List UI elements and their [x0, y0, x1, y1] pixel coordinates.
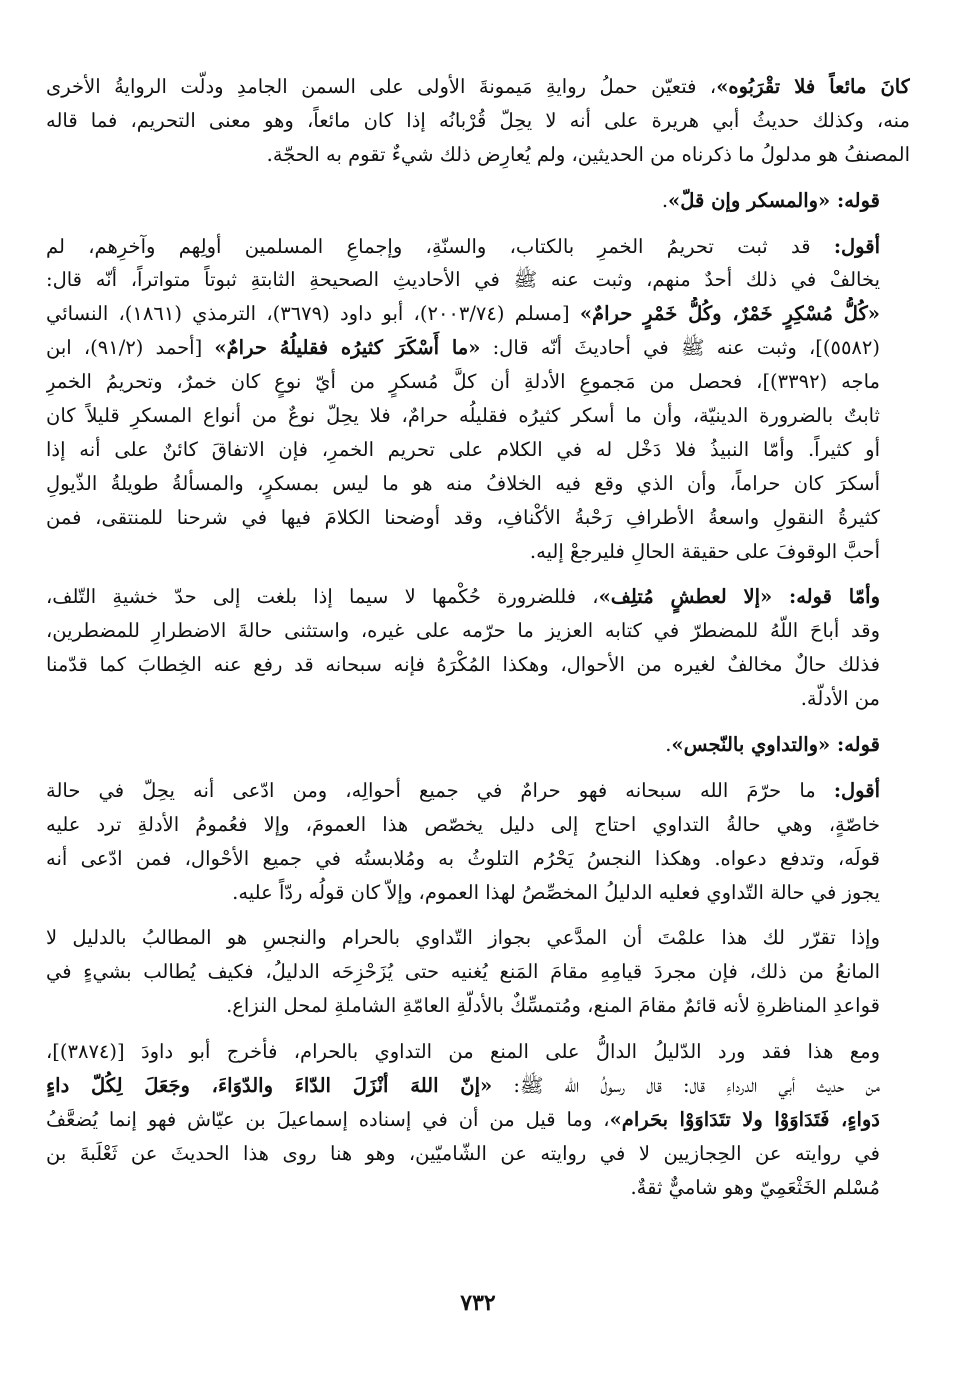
text-segment: كانَ مائعاً فلا تقْرَبُوه»: [716, 75, 910, 98]
text-line: [46, 1069, 910, 1103]
text-segment: وقد أباحَ اللّهُ للمضطرّ في كتابه العزيز ما حرّمه على غيره، واستثنى حالةَ الاضطرارِ للمضطرين،: [46, 619, 880, 643]
text-segment: ، فتعيّن حملُ روايةِ مَيمونةَ الأولى على السمن الجامدِ ودلّت الروايةُ الأخرى: [46, 75, 717, 98]
text-segment: أقول:: [833, 778, 880, 802]
paragraph-6: [46, 774, 910, 910]
text-line: [46, 433, 910, 467]
text-segment: خاصّةٍ، وهي حالةُ التداوي احتاج إلى دليل يخصّص هذا العمومَ، وإلا فعُمومُ الأدلةِ ترد عليه: [46, 812, 880, 836]
text-segment: وأمّا قوله: «إلا لعطشٍ مُتلِف»: [598, 585, 880, 609]
text-line: [46, 104, 910, 138]
text-line: [46, 365, 910, 399]
text-line: [46, 297, 910, 331]
text-line: [46, 501, 910, 535]
text-segment: أحبَّ الوقوفَ على حقيقة الحالِ فليرجعْ إليه.: [529, 539, 880, 563]
text-line: [46, 955, 910, 989]
text-segment: ومع هذا فقد ورد الدّليلُ الدالُّ على المنع من التداوي بالحرام، فأخرج أبو داودَ [(٣٨٧٤)]،: [46, 1040, 880, 1064]
text-segment: «إنّ اللهَ أنْزَلَ الدّاءَ والدّوَاءَ، وجَعَلَ لِكُلّ داءٍ: [46, 1074, 493, 1098]
text-line: [46, 876, 910, 910]
text-segment: ثابتٌ بالضرورة الدينيّة، وأن ما أسكر كثيرُه فقليلُه حرامٌ، فلا يحِلّ نوعٌ من أنواع المسكرِ قليلاً كان: [46, 404, 880, 428]
text-segment: [أحمد (٩١/٢)، ابن: [46, 336, 215, 360]
text-segment: المانعُ من ذلك، فإن مجردَ قيامِهِ مقامَ المَنع يُغنيه حتى يُزَحْزِحَه الدليلُ، فكيف يُطالب بشيءٍ في: [46, 960, 880, 984]
text-line: [46, 331, 910, 365]
text-segment: ، وما قيل من أن في إسناده إسماعيلَ بن عيّاش فهو إنما يُضعَّفُ: [46, 1107, 610, 1131]
text-segment: ، فللضرورة حُكْمها لا سيما إذا بلغت إلى حدّ خشيةِ التّلف،: [46, 585, 599, 609]
text-segment: [مسلم (٢٠٠٣/٧٤)، أبو داود (٣٦٧٩)، الترمذي (١٨٦١)، النسائي: [46, 302, 580, 326]
text-segment: «كُلُّ مُسْكِرٍ خَمْرٌ، وكُلُّ خَمْرٍ حرامٌ»: [579, 302, 880, 326]
paragraph-8: [46, 1035, 910, 1204]
text-segment: منه، وكذلك حديثُ أبي هريرة على أنه لا يحِلّ قُرْبانُه إذا كان مائعاً، وهو معنى التحريم، فما قاله: [46, 108, 910, 132]
text-segment: «ما أَسْكَرَ كثيرُه فقليلُهُ حرامٌ»: [214, 336, 481, 360]
text-line: [46, 263, 910, 297]
text-line: [46, 989, 910, 1023]
text-segment: (٥٥٨٢)]، وثبت عنه ﷺ في أحاديثَ أنّه قال:: [480, 336, 880, 360]
text-segment: من حديث أبي الدرداءِ قال: قال رسولُ الله ﷺ:: [492, 1074, 880, 1098]
text-segment: فذلك حالٌ مخالفٌ لغيره من الأحوال، وهكذا المُكْرَهُ فإنه سبحانه قد رفع عنه الخِطابَ كما قدّمنا: [46, 653, 880, 677]
text-segment: وإذا تقرّر لك هذا علمْتَ أن المدَّعي بجواز التّداوي بالحرام والنجسِ هو المطالبُ بالدليل لا: [46, 926, 880, 950]
text-line: [46, 808, 910, 842]
text-segment: دَواءٍ، فَتَدَاوَوْا ولا تتَدَاوَوْا بحَرام»: [609, 1107, 880, 1131]
paragraph-1: [46, 70, 910, 172]
text-segment: قوله: «والمسكر وإن قلّ»: [668, 188, 880, 212]
text-segment: .: [665, 733, 672, 757]
text-segment: أو كثيراً. وأمّا النبيذُ فلا دَخْل له في الكلام على تحريم الخمرِ، فإن الاتفاقَ كائنٌ على أنه إذا: [46, 437, 880, 461]
text-segment: يخالفْ في ذلك أحدٌ منهم، وثبت عنه ﷺ في الأحاديثِ الصحيحةِ الثابتةِ ثبوتاً متواتراً، أنّه قال:: [46, 268, 880, 292]
text-segment: قولَه، وتدفع دعواه. وهكذا النجسُ يَحْرُم التلوثُ به ومُلابستُه في جميع الأحْوال، فمن ادّعى أنه: [46, 846, 880, 870]
text-segment: ماجه (٣٣٩٢)]، فحصل من مَجموعِ الأدلةِ أن كلَّ مُسكرٍ من أيّ نوعٍ كان خمرٌ، وتحريمُ الخمرِ: [46, 370, 881, 394]
text-segment: مُسْلم الخَثْعَمِيّ وهو شاميٌّ ثقةٌ.: [630, 1175, 880, 1199]
text-segment: المصنفُ هو مدلولُ ما ذكرناه من الحديثين، ولم يُعارِض ذلك شيءٌ تقوم به الحجّة.: [266, 142, 910, 166]
text-line: [46, 138, 910, 172]
text-line: [46, 648, 910, 682]
text-line: [46, 921, 910, 955]
text-segment: قواعدِ المناظرةِ لأنه قائمٌ مقامَ المنع، ومُتمسِّكٌ بالأدلّةِ العامّةِ الشاملةِ لمحل النزاع.: [226, 994, 880, 1018]
text-line: [46, 230, 910, 264]
page-number: ٧٣٢: [460, 1290, 496, 1316]
text-line: [46, 467, 910, 501]
text-line: [46, 184, 910, 218]
text-segment: من الأدلّة.: [800, 687, 880, 711]
text-line: [46, 70, 910, 104]
text-line: [46, 1137, 910, 1171]
text-segment: .: [661, 188, 669, 212]
text-segment: في روايته عن الحِجازيين لا في روايته عن الشّاميّين، وهو هنا روى هذا الحديثَ عن ثَعْلَبةَ بن: [46, 1141, 880, 1165]
text-line: [46, 399, 910, 433]
text-line: [46, 1035, 910, 1069]
text-segment: ما حرّمَ الله سبحانه فهو حرامٌ في جميع أحوالِه، ومن ادّعى أنه يحِلّ في حالة: [46, 778, 834, 802]
text-segment: يجوز في حالة التّداوي فعليه الدليلُ المخصِّصُ لهذا العموم، وإلاّ كان قولُه ردّاً عليه.: [232, 880, 880, 904]
text-line: [46, 682, 910, 716]
text-line: [46, 580, 910, 614]
paragraph-4: [46, 580, 910, 716]
paragraph-5: [46, 728, 910, 762]
paragraph-7: [46, 921, 910, 1023]
text-line: [46, 1103, 910, 1137]
text-segment: قد ثبت تحريمُ الخمرِ بالكتاب، والسنّةِ، وإجماعِ المسلمين أولِهم وآخرِهم، لم: [46, 234, 834, 258]
document-page: [46, 70, 910, 1217]
text-segment: قوله: «والتداوي بالنّجس»: [671, 733, 880, 757]
text-line: [46, 535, 910, 569]
text-line: [46, 774, 910, 808]
text-line: [46, 842, 910, 876]
paragraph-2: [46, 184, 910, 218]
text-line: [46, 728, 910, 762]
text-line: [46, 614, 910, 648]
paragraph-3: [46, 230, 910, 569]
text-line: [46, 1171, 910, 1205]
text-segment: أقول:: [833, 234, 880, 258]
text-segment: أسكرَ كان حراماً، وأن الذي وقع فيه الخلافُ منه هو ما ليس بمسكرٍ، والمسألةُ طويلةُ الذّيولِ: [46, 471, 880, 495]
text-segment: كثيرةُ النقولِ واسعةُ الأطرافِ رَحْبةُ الأكْنافِ، وقد أوضحنا الكلامَ فيها في شرحنا للمنتقى، فمن: [46, 505, 880, 529]
